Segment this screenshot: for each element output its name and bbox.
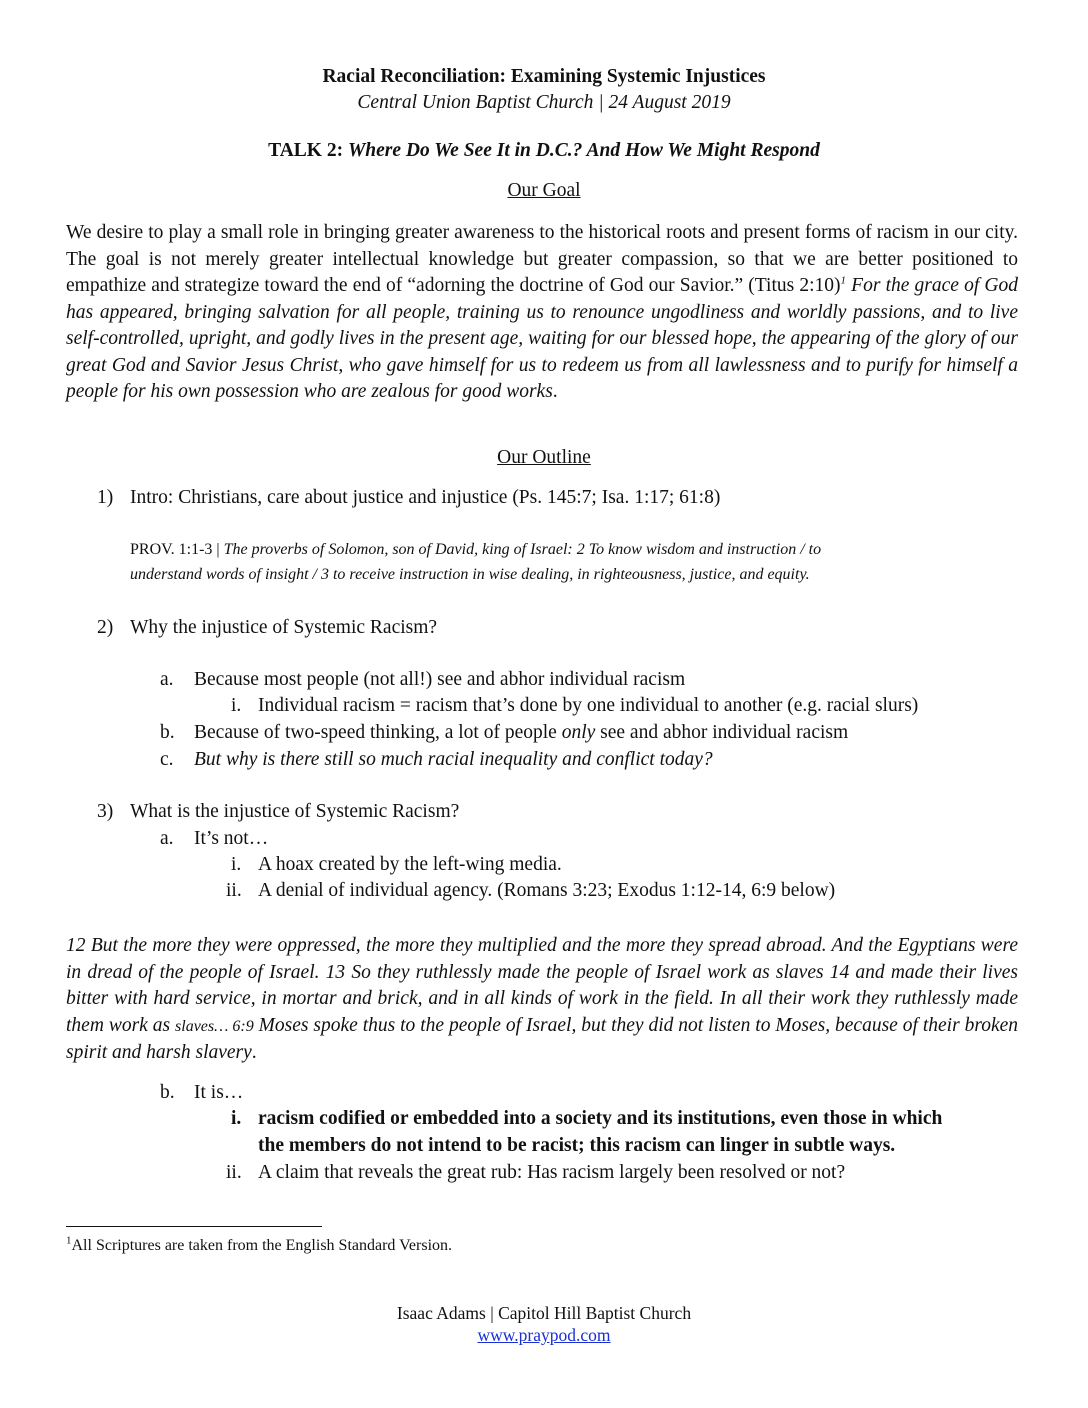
item-2b-text-2: see and abhor individual racism: [595, 722, 849, 743]
footnote-divider: [66, 1226, 322, 1227]
talk-title: Where Do We See It in D.C.? And How We Might Respond: [347, 140, 820, 161]
item-3aii: A denial of individual agency. (Romans 3:23; Exodus 1:12-14, 6:9 below): [258, 880, 836, 901]
goal-text: We desire to play a small role in bringing greater awareness to the historical roots and present forms of racism in our city. The goal is not merely greater intellectual knowledge but greater compassion, so that we are better positioned to empathize and strategize toward the end of “adorning the doctrine of God our Savior.” (Titus 2:10): [66, 222, 1018, 296]
item-2c: But why is there still so much racial inequality and conflict today?: [194, 749, 713, 770]
prov-text-1: The proverbs of Solomon, son of David, king of Israel: 2 To know wisdom and instruction / to: [223, 541, 822, 558]
talk-heading: [0, 140, 1088, 162]
exodus-small: slaves… 6:9: [175, 1017, 254, 1035]
item-3bii-label: ii.: [226, 1162, 242, 1183]
footer-link[interactable]: www.praypod.com: [477, 1325, 611, 1345]
document-subtitle: Central Union Baptist Church | 24 August 2019: [357, 92, 731, 113]
exodus-end: .: [251, 1042, 257, 1063]
prov-quote-line-1: [130, 541, 821, 559]
item-2a-label: a.: [160, 669, 174, 690]
item-3bi-line-2: the members do not intend to be racist; this racism can linger in subtle ways.: [258, 1135, 896, 1156]
item-2b-text-1: Because of two-speed thinking, a lot of people: [194, 722, 562, 743]
footnote-number: 1: [66, 1234, 72, 1247]
item-3aii-label: ii.: [226, 880, 242, 901]
prov-ref: PROV. 1:1-3 |: [130, 541, 220, 558]
outline-item-3-num: 3): [97, 801, 114, 822]
item-3ai: A hoax created by the left-wing media.: [258, 854, 562, 875]
item-3bi-line-1: racism codified or embedded into a society and its institutions, even those in which: [258, 1108, 943, 1129]
item-2b: [194, 722, 848, 744]
exodus-text-2: Moses spoke thus to the people of Israel, but they did not listen to Moses, because of their broken spirit and harsh slavery: [66, 1014, 1019, 1063]
outline-heading: Our Outline: [497, 447, 591, 468]
item-2b-emphasis: only: [561, 722, 596, 743]
item-3a: It’s not…: [194, 828, 269, 849]
item-2ai: Individual racism = racism that’s done by one individual to another (e.g. racial slurs): [258, 695, 919, 716]
outline-item-3: What is the injustice of Systemic Racism?: [130, 801, 460, 822]
outline-item-1: Intro: Christians, care about justice and injustice (Ps. 145:7; Isa. 1:17; 61:8): [130, 487, 721, 508]
item-3bi-label: i.: [231, 1108, 242, 1129]
item-2a: Because most people (not all!) see and abhor individual racism: [194, 669, 686, 690]
goal-paragraph: [66, 220, 1018, 406]
item-2b-label: b.: [160, 722, 175, 743]
footnote-ref: 1: [840, 274, 847, 287]
outline-item-1-num: 1): [97, 487, 114, 508]
footnote-text: All Scriptures are taken from the English Standard Version.: [71, 1237, 453, 1254]
outline-item-2-num: 2): [97, 617, 114, 638]
prov-quote-line-2: understand words of insight / 3 to receive instruction in wise dealing, in righteousness, justice, and equity.: [130, 566, 810, 583]
footer-link-wrap: [0, 1325, 1088, 1346]
item-3ai-label: i.: [231, 854, 242, 875]
goal-end: .: [552, 381, 558, 402]
item-3b: It is…: [194, 1082, 244, 1103]
footer-author: Isaac Adams | Capitol Hill Baptist Church: [396, 1303, 692, 1323]
item-2ai-label: i.: [231, 695, 242, 716]
document-title: Racial Reconciliation: Examining Systemic Injustices: [322, 66, 766, 87]
item-2c-label: c.: [160, 749, 174, 770]
outline-item-2: Why the injustice of Systemic Racism?: [130, 617, 438, 638]
exodus-quote: [66, 933, 1018, 1067]
item-3b-label: b.: [160, 1082, 175, 1103]
goal-heading: Our Goal: [507, 180, 581, 201]
item-3a-label: a.: [160, 828, 174, 849]
goal-scripture: For the grace of God has appeared, bringing salvation for all people, training us to renounce ungodliness and worldly passions, and to live self-controlled, upright, and godly lives in the present age, waiting for our blessed hope, the appearing of the glory of our great God and Savior Jesus Christ, who gave himself for us to redeem us from all lawlessness and to purify for himself a people for his own possession who are zealous for good works: [66, 275, 1018, 402]
talk-label: TALK 2:: [268, 140, 344, 161]
exodus-text: 12 But the more they were oppressed, the more they multiplied and the more they spread abroad. And the Egyptians were in dread of the people of Israel. 13 So they ruthlessly made the people of Israel work as slaves 14 and made their lives bitter with hard service, in mortar and brick, and in all kinds of work in the field. In all their work they ruthlessly made them work as: [66, 935, 1018, 1036]
item-3bii: A claim that reveals the great rub: Has racism largely been resolved or not?: [258, 1162, 846, 1183]
footnote: [66, 1234, 453, 1255]
